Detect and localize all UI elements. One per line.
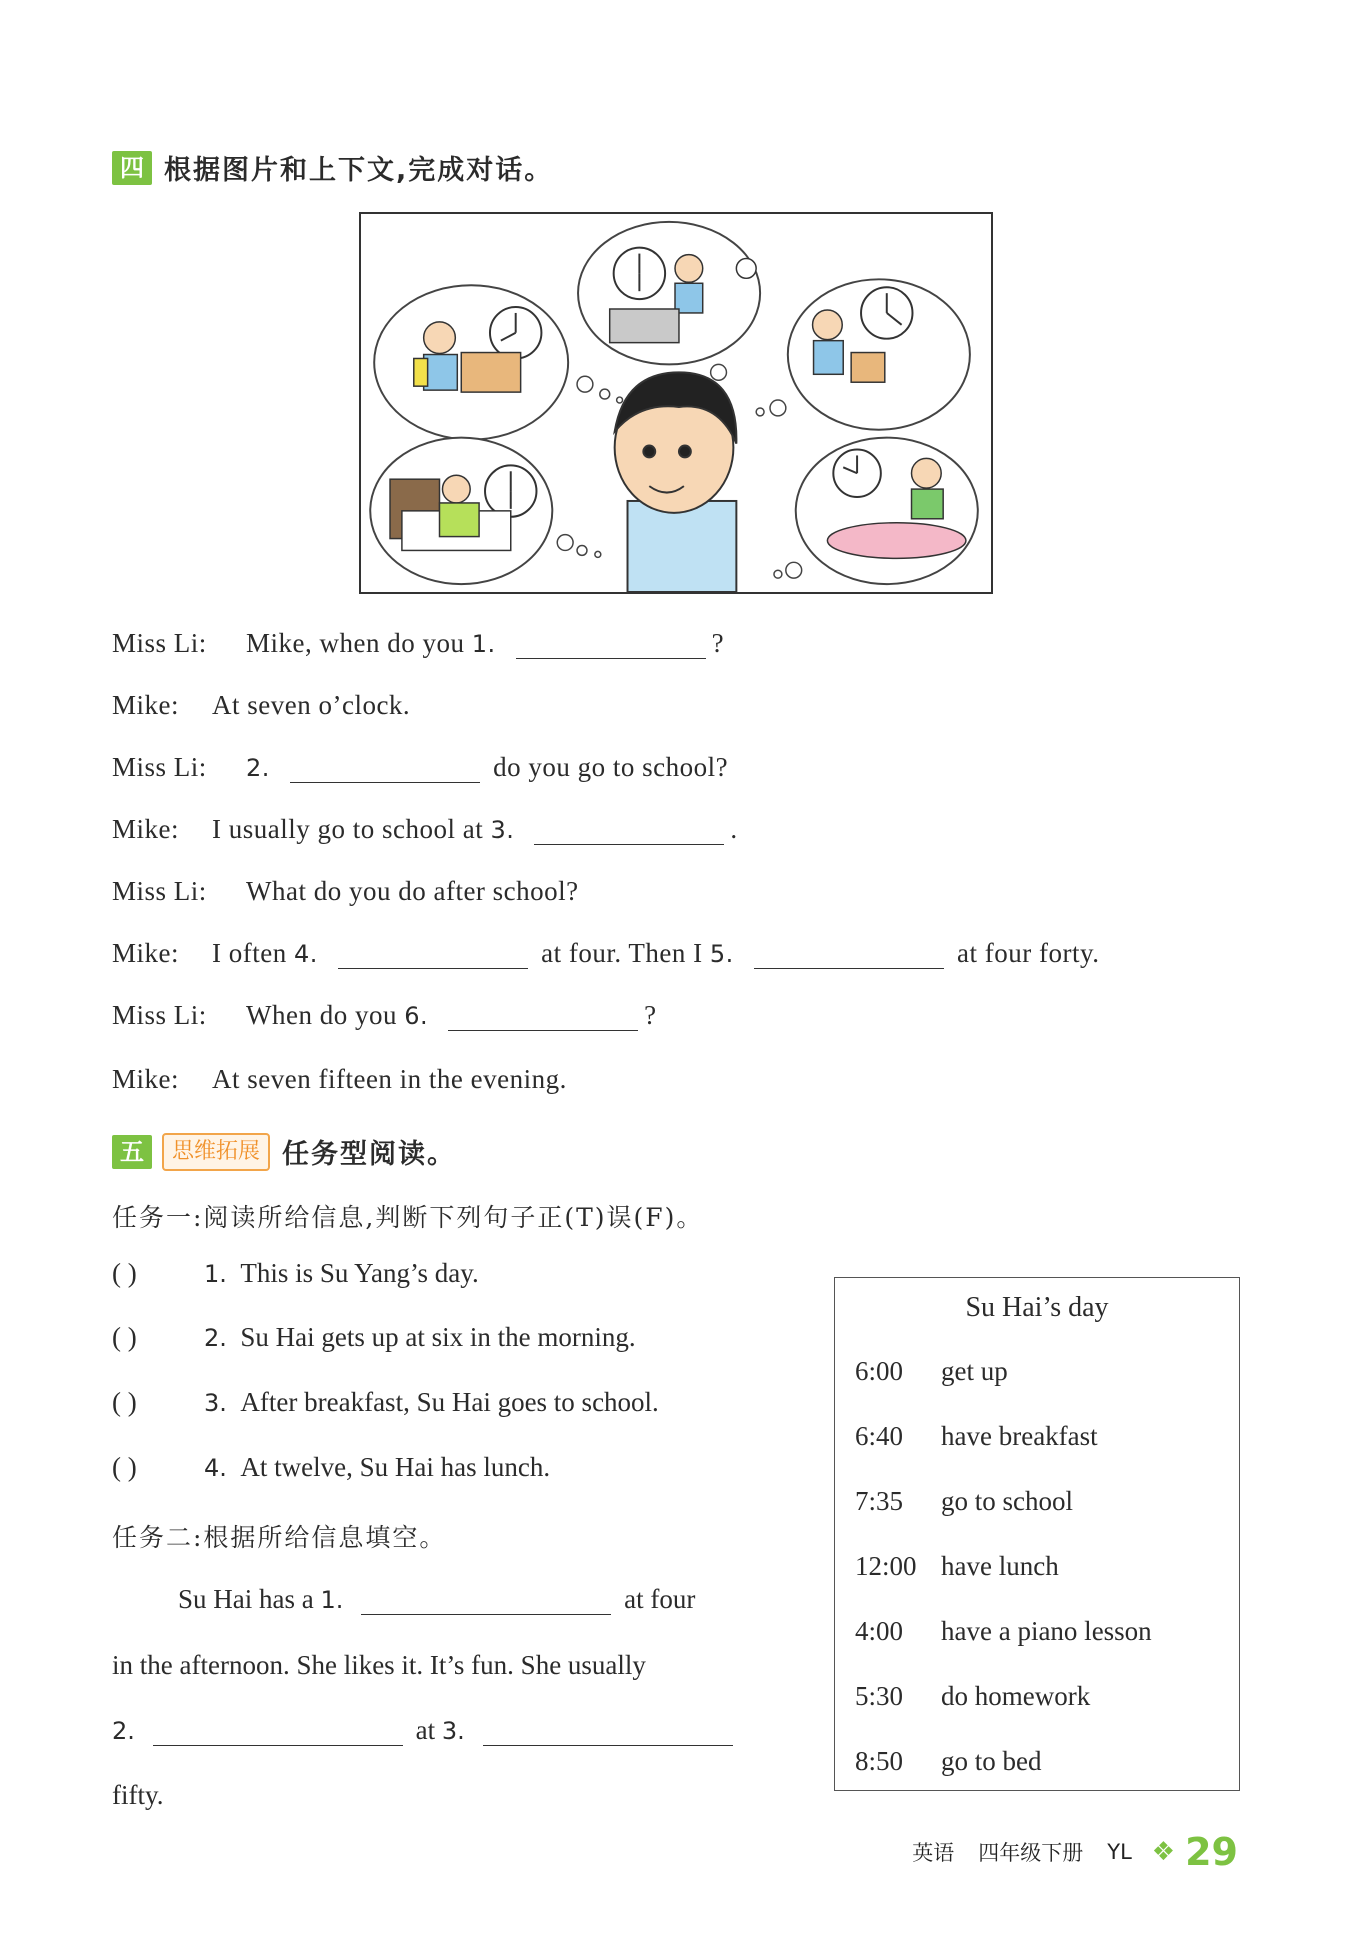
schedule-row xyxy=(855,1421,1098,1452)
dialogue-line-2 xyxy=(112,690,410,721)
schedule-activity: have a piano lesson xyxy=(941,1616,1152,1646)
section-4-title: 根据图片和上下文,完成对话。 xyxy=(164,155,554,186)
dialogue-line-7 xyxy=(112,1000,657,1031)
schedule-activity: go to school xyxy=(941,1486,1073,1516)
speaker: Mike: xyxy=(112,814,179,844)
tf-item-3 xyxy=(112,1387,659,1418)
item-number: 4. xyxy=(204,1454,227,1482)
bubble-having-dinner xyxy=(796,438,978,584)
dialogue-text: When do you xyxy=(246,1000,405,1030)
section-5-header xyxy=(112,1132,456,1171)
blank-number: 4. xyxy=(293,940,318,968)
item-number: 2. xyxy=(204,1324,227,1352)
blank-number: 2. xyxy=(246,754,270,782)
dialogue-line-4 xyxy=(112,814,738,845)
schedule-time: 8:50 xyxy=(855,1746,904,1776)
answer-paren-3[interactable]: ( ) xyxy=(112,1387,137,1417)
schedule-activity: go to bed xyxy=(941,1746,1042,1776)
diamond-icon: ❖ xyxy=(1151,1837,1176,1867)
answer-blank-4[interactable] xyxy=(338,938,528,969)
answer-paren-2[interactable]: ( ) xyxy=(112,1322,137,1352)
task-1-label: 任务一:阅读所给信息,判断下列句子正(T)误(F)。 xyxy=(112,1203,704,1232)
speaker: Miss Li: xyxy=(112,628,207,658)
blank-number: 2. xyxy=(112,1717,135,1745)
speaker: Mike: xyxy=(112,690,179,720)
schedule-row xyxy=(855,1356,1008,1387)
answer-blank-5[interactable] xyxy=(754,938,944,969)
speaker: Miss Li: xyxy=(112,1000,207,1030)
schedule-row xyxy=(855,1746,1042,1777)
answer-blank-6[interactable] xyxy=(448,1000,638,1031)
dialogue-line-8 xyxy=(112,1064,567,1095)
schedule-box xyxy=(834,1277,1240,1791)
dialogue-text: at four forty. xyxy=(949,938,1100,968)
answer-blank-2[interactable] xyxy=(290,752,480,783)
dialogue-text: ? xyxy=(711,628,725,658)
schedule-time: 6:40 xyxy=(855,1421,904,1451)
item-number: 3. xyxy=(204,1389,227,1417)
section-4-badge: 四 xyxy=(112,151,152,185)
dialogue-text: do you go to school? xyxy=(485,752,729,782)
answer-blank-3[interactable] xyxy=(534,814,724,845)
blank-number: 3. xyxy=(441,1717,465,1745)
item-text: After breakfast, Su Hai goes to school. xyxy=(240,1387,659,1417)
fill-text: at four xyxy=(617,1584,696,1614)
dialogue-text: at four. Then I xyxy=(533,938,710,968)
speaker: Miss Li: xyxy=(112,876,207,906)
dialogue-text: At seven fifteen in the evening. xyxy=(212,1064,567,1094)
dialogue-text: I usually go to school at xyxy=(212,814,491,844)
illustration-svg xyxy=(361,214,991,592)
task-2-label: 任务二:根据所给信息填空。 xyxy=(112,1523,447,1552)
blank-number: 1. xyxy=(471,630,496,658)
fill-text: Su Hai has a xyxy=(178,1584,321,1614)
dialogue-line-1 xyxy=(112,628,724,659)
page-number: 29 xyxy=(1185,1830,1238,1874)
schedule-row xyxy=(855,1616,1152,1647)
item-text: Su Hai gets up at six in the morning. xyxy=(240,1322,636,1352)
tf-item-1 xyxy=(112,1258,479,1289)
fill-blank-2[interactable] xyxy=(153,1715,403,1746)
item-number: 1. xyxy=(204,1260,227,1288)
dialogue-text: What do you do after school? xyxy=(246,876,579,906)
answer-blank-1[interactable] xyxy=(516,628,706,659)
schedule-time: 4:00 xyxy=(855,1616,904,1646)
tf-item-2 xyxy=(112,1322,636,1353)
schedule-row xyxy=(855,1486,1073,1517)
dialogue-text: ? xyxy=(644,1000,657,1030)
item-text: This is Su Yang’s day. xyxy=(240,1258,479,1288)
section-4-header xyxy=(112,148,553,187)
daily-routine-illustration xyxy=(359,212,993,594)
fill-line-1 xyxy=(178,1584,695,1615)
schedule-activity: have lunch xyxy=(941,1551,1059,1581)
dialogue-text: Mike, when do you xyxy=(246,628,472,658)
fill-line-4: fifty. xyxy=(112,1780,164,1810)
schedule-time: 12:00 xyxy=(855,1551,917,1581)
fill-text: at xyxy=(408,1715,442,1745)
fill-line-2: in the afternoon. She likes it. It’s fun. She usually xyxy=(112,1650,646,1680)
blank-number: 3. xyxy=(490,816,515,844)
fill-blank-3[interactable] xyxy=(483,1715,733,1746)
tf-item-4 xyxy=(112,1452,550,1483)
dialogue-line-5 xyxy=(112,876,579,907)
thinking-extension-tag: 思维拓展 xyxy=(162,1133,270,1171)
section-5-badge: 五 xyxy=(112,1135,152,1169)
fill-blank-1[interactable] xyxy=(361,1584,611,1615)
speaker: Mike: xyxy=(112,1064,179,1094)
fill-line-3 xyxy=(112,1715,739,1746)
footer-grade: 四年级下册 xyxy=(978,1841,1084,1865)
schedule-activity: get up xyxy=(941,1356,1008,1386)
speaker: Mike: xyxy=(112,938,179,968)
blank-number: 5. xyxy=(709,940,734,968)
schedule-time: 7:35 xyxy=(855,1486,904,1516)
blank-number: 6. xyxy=(404,1002,429,1030)
section-5-title: 任务型阅读。 xyxy=(282,1139,457,1170)
footer-edition: YL xyxy=(1107,1840,1132,1864)
schedule-time: 6:00 xyxy=(855,1356,904,1386)
schedule-activity: do homework xyxy=(941,1681,1091,1711)
mike-character xyxy=(615,372,737,592)
dialogue-text: . xyxy=(730,814,738,844)
schedule-title: Su Hai’s day xyxy=(965,1292,1109,1323)
schedule-row xyxy=(855,1681,1090,1712)
item-text: At twelve, Su Hai has lunch. xyxy=(240,1452,551,1482)
footer-subject: 英语 xyxy=(912,1841,955,1865)
page-footer xyxy=(888,1830,1238,1874)
schedule-row xyxy=(855,1551,1059,1582)
speaker: Miss Li: xyxy=(112,752,207,782)
dialogue-line-3 xyxy=(112,752,728,783)
answer-paren-1[interactable]: ( ) xyxy=(112,1258,137,1288)
answer-paren-4[interactable]: ( ) xyxy=(112,1452,137,1482)
dialogue-line-6 xyxy=(112,938,1099,969)
dialogue-text: I often xyxy=(212,938,294,968)
schedule-activity: have breakfast xyxy=(941,1421,1098,1451)
dialogue-text: At seven o’clock. xyxy=(212,690,411,720)
blank-number: 1. xyxy=(320,1586,344,1614)
schedule-time: 5:30 xyxy=(855,1681,904,1711)
